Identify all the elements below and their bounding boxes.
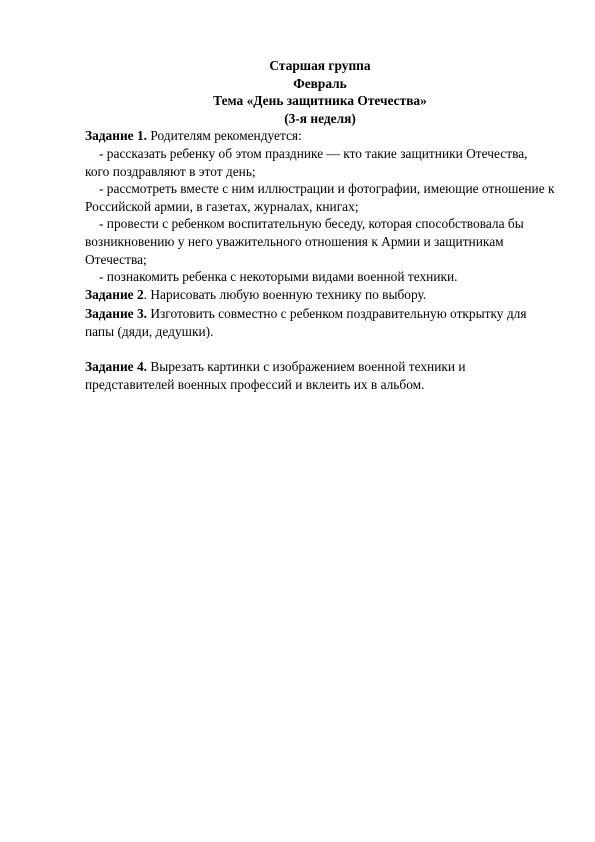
- task-1-bullet-2: - рассмотреть вместе с ним иллюстрации и фотографии, имеющие отношение к Российской армии, в газетах, журналах, книгах;: [85, 181, 555, 214]
- task-4-text: Вырезать картинки с изображением военной техники и представителей военных профессий и вклеить их в альбом.: [85, 359, 466, 392]
- topic-title: Тема «День защитника Отечества»: [213, 93, 427, 109]
- document-content: [85, 57, 555, 393]
- task-2-text: . Нарисовать любую военную технику по выбору.: [143, 286, 427, 302]
- task-2-label: Задание 2: [85, 286, 144, 302]
- task-3-label: Задание 3.: [85, 306, 147, 322]
- task-1-intro: Родителям рекомендуется:: [147, 128, 302, 144]
- group-title: Старшая группа: [269, 58, 371, 73]
- task-3: [85, 305, 555, 340]
- task-4: [85, 358, 555, 393]
- task-1-bullet-4: - познакомить ребенка с некоторыми видами военной техники.: [99, 269, 458, 285]
- week-title: (3-я неделя): [284, 110, 356, 126]
- task-3-text: Изготовить совместно с ребенком поздравительную открытку для папы (дяди, дедушки).: [85, 306, 527, 339]
- task-1-bullet-1: - рассказать ребенку об этом празднике — кто такие защитники Отечества, кого поздравляют в этот день;: [85, 145, 528, 179]
- task-1-bullet-3: - провести с ребенком воспитательную беседу, которая способствовала бы возникновению у него уважительного отношения к Армии и защитникам Отечества;: [85, 216, 524, 267]
- month-title: Февраль: [293, 75, 347, 91]
- task-1-label: Задание 1.: [85, 128, 147, 144]
- task-2: [85, 286, 555, 304]
- task-4-label: Задание 4.: [85, 359, 147, 375]
- task-1: [85, 127, 555, 145]
